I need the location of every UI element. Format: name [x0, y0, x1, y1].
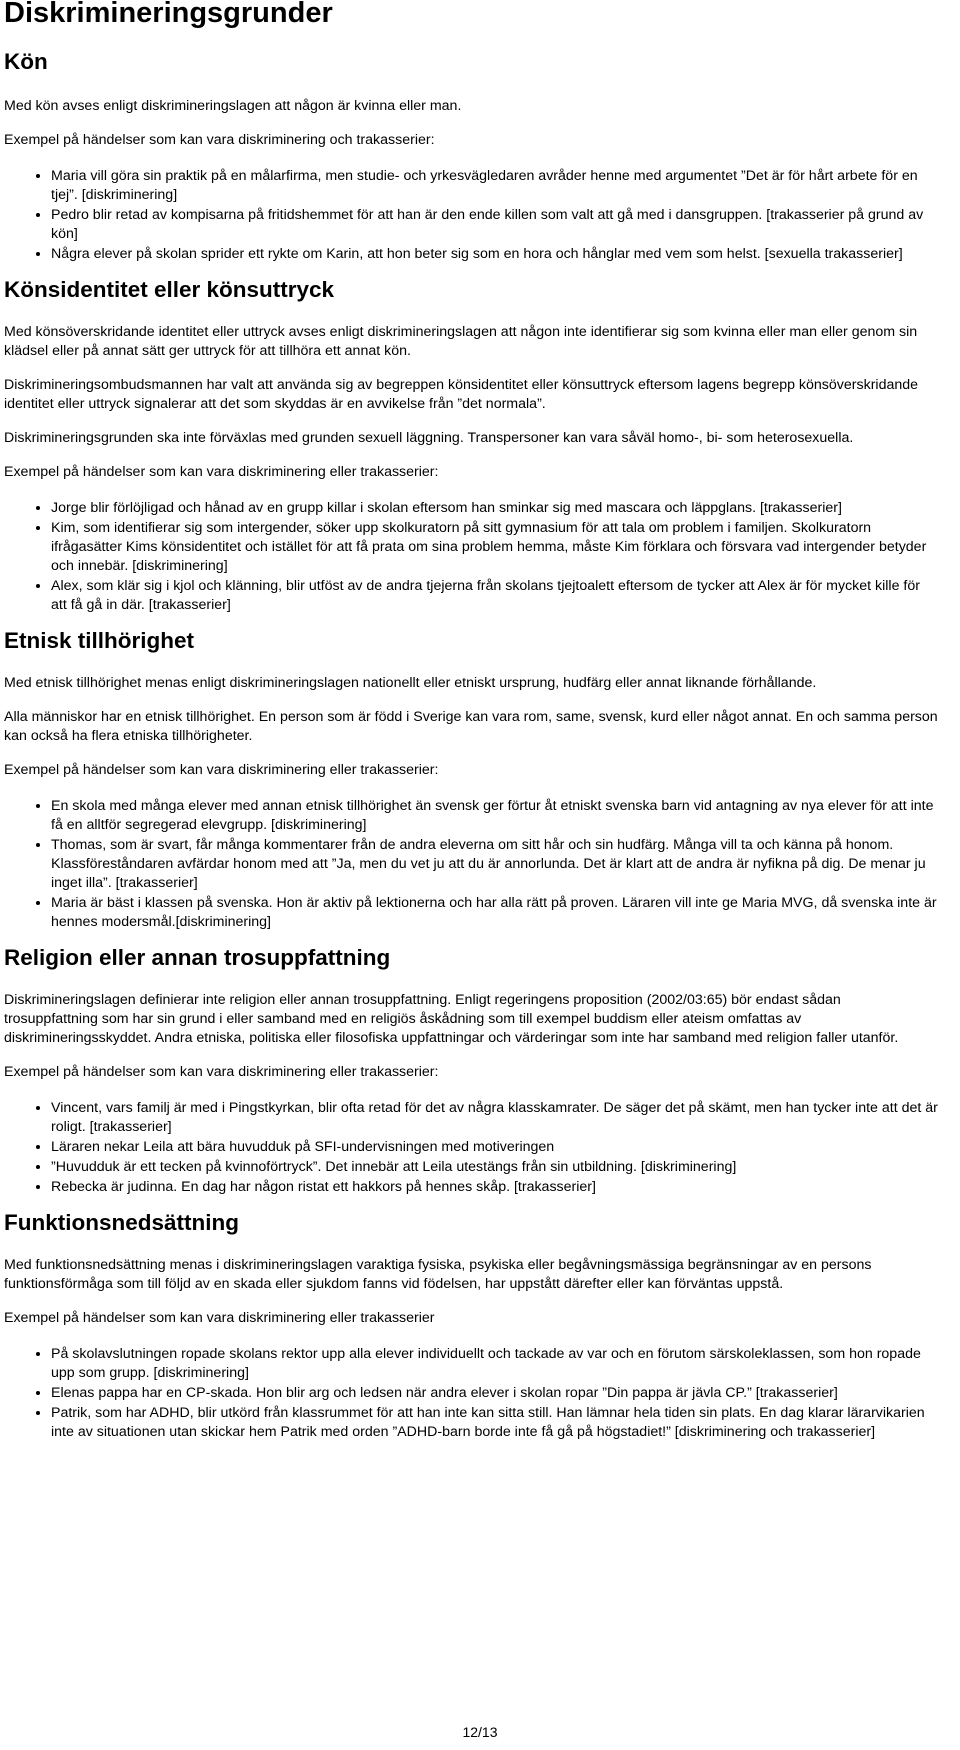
- list-item: • Pedro blir retad av kompisarna på fritidshemmet för att han är den ende killen som valt att gå med i dansgruppen. [trakasserier på grund av kön]: [51, 205, 938, 244]
- paragraph: Med etnisk tillhörighet menas enligt diskrimineringslagen nationellt eller etniskt ursprung, hudfärg eller annat liknande förhållande.: [4, 675, 817, 691]
- paragraph: Med kön avses enligt diskrimineringslagen att någon är kvinna eller man.: [4, 98, 462, 114]
- paragraph: Exempel på händelser som kan vara diskriminering eller trakasserier:: [4, 464, 439, 480]
- list-item: • Alex, som klär sig i kjol och klänning, blir utföst av de andra tjejerna från skolans tjejtoalett eftersom de tycker att Alex är för mycket kille för att få gå in där. [trakasserier]: [51, 576, 938, 615]
- list-item: • En skola med många elever med annan etnisk tillhörighet än svensk ger förtur åt etniskt svenska barn vid antagning av nya elever för att inte få en alltför segregerad elevgrupp. [diskriminering]: [51, 796, 938, 835]
- page-number: 12/13: [462, 1724, 498, 1740]
- list-item: • Elenas pappa har en CP-skada. Hon blir arg och ledsen när andra elever i skolan ropar ”Din pappa är jävla CP.” [trakasserier]: [51, 1383, 938, 1403]
- list-item: • Några elever på skolan sprider ett rykte om Karin, att hon beter sig som en hora och hånglar med vem som helst. [sexuella trakasserier]: [51, 244, 938, 264]
- list-item: • Maria vill göra sin praktik på en målarfirma, men studie- och yrkesvägledaren avråder henne med argumentet ”Det är för hårt arbete för en tjej”. [diskriminering]: [51, 166, 938, 205]
- example-list: [4, 1344, 938, 1442]
- paragraph: Med könsöverskridande identitet eller uttryck avses enligt diskrimineringslagen att någon inte identifierar sig som kvinna eller man eller genom sin klädsel eller på annat sätt ger uttryck för att tillhöra ett annat kön.: [4, 324, 918, 359]
- paragraph: Exempel på händelser som kan vara diskriminering eller trakasserier:: [4, 1064, 439, 1080]
- section-heading-religion: Religion eller annan trosuppfattning: [4, 945, 391, 970]
- paragraph: Diskrimineringsgrunden ska inte förväxlas med grunden sexuell läggning. Transpersoner kan vara såväl homo-, bi- som heterosexuella.: [4, 430, 854, 446]
- section-heading-konsidentitet: Könsidentitet eller könsuttryck: [4, 277, 335, 302]
- list-item: • Kim, som identifierar sig som intergender, söker upp skolkuratorn på sitt gymnasium för att tala om problem i familjen. Skolkuratorn ifrågasätter Kims könsidentitet och istället för att få prata om sina problem hemma, måste Kim förklara och försvara vad intergender betyder och innebär. [diskriminering]: [51, 518, 938, 576]
- paragraph: Med funktionsnedsättning menas i diskrimineringslagen varaktiga fysiska, psykiska eller begåvningsmässiga begränsningar av en persons funktionsförmåga som till följd av en skada eller sjukdom fanns vid födelsen, har uppstått därefter eller kan förväntas uppstå.: [4, 1257, 872, 1292]
- paragraph: Exempel på händelser som kan vara diskriminering eller trakasserier: [4, 1310, 435, 1326]
- example-list: [4, 166, 938, 264]
- list-item: • Maria är bäst i klassen på svenska. Hon är aktiv på lektionerna och har alla rätt på proven. Läraren vill inte ge Maria MVG, då svenska inte är hennes modersmål.[diskriminering]: [51, 893, 938, 932]
- paragraph: Alla människor har en etnisk tillhörighet. En person som är född i Sverige kan vara rom, same, svensk, kurd eller något annat. En och samma person kan också ha flera etniska tillhörigheter.: [4, 709, 938, 744]
- paragraph: Diskrimineringsombudsmannen har valt att använda sig av begreppen könsidentitet eller könsuttryck eftersom lagens begrepp könsöverskridande identitet eller uttryck signalerar att det som skyddas är en avvikelse från ”det normala”.: [4, 377, 919, 412]
- list-item: • Thomas, som är svart, får många kommentarer från de andra eleverna om sitt hår och sin hudfärg. Många vill ta och känna på honom. Klassföreståndaren avfärdar honom med att ”Ja, men du vet ju att du är annorlunda. Det är klart att de andra är nyfikna på dig. De menar ju inget illa”. [trakasserier]: [51, 835, 938, 893]
- example-list: [4, 796, 938, 932]
- list-item: • Vincent, vars familj är med i Pingstkyrkan, blir ofta retad för det av några klasskamrater. De säger det på skämt, men han tycker inte att det är roligt. [trakasserier]: [51, 1098, 938, 1137]
- list-item: • På skolavslutningen ropade skolans rektor upp alla elever individuellt och tackade av var och en förutom särskoleklassen, som hon ropade upp som grupp. [diskriminering]: [51, 1344, 938, 1383]
- section-heading-etnisk: Etnisk tillhörighet: [4, 628, 195, 653]
- paragraph: Exempel på händelser som kan vara diskriminering och trakasserier:: [4, 132, 435, 148]
- list-item: • ”Huvudduk är ett tecken på kvinnoförtryck”. Det innebär att Leila utestängs från sin utbildning. [diskriminering]: [51, 1157, 938, 1177]
- paragraph: Diskrimineringslagen definierar inte religion eller annan trosuppfattning. Enligt regeringens proposition (2002/03:65) bör endast sådan trosuppfattning som har sin grund i eller samband med en religiös åskådning som till exempel buddism eller ateism omfattas av diskrimineringsskyddet. Andra etniska, politiska eller filosofiska uppfattningar och värderingar som inte har samband med religion faller utanför.: [4, 992, 899, 1046]
- list-item: • Läraren nekar Leila att bära huvudduk på SFI-undervisningen med motiveringen: [51, 1137, 938, 1157]
- list-item: • Patrik, som har ADHD, blir utkörd från klassrummet för att han inte kan sitta still. Han lämnar hela tiden sin plats. En dag klarar lärarvikarien inte av situationen utan skickar hem Patrik med orden ”ADHD-barn borde inte få gå på högstadiet!” [diskriminering och trakasserier]: [51, 1403, 938, 1442]
- section-heading-kon: Kön: [4, 49, 48, 74]
- example-list: [4, 498, 938, 615]
- paragraph: Exempel på händelser som kan vara diskriminering eller trakasserier:: [4, 762, 439, 778]
- example-list: [4, 1098, 938, 1197]
- list-item: • Rebecka är judinna. En dag har någon ristat ett hakkors på hennes skåp. [trakasserier]: [51, 1177, 938, 1197]
- page-title: Diskrimineringsgrunder: [4, 0, 333, 29]
- list-item: • Jorge blir förlöjligad och hånad av en grupp killar i skolan eftersom han sminkar sig med mascara och läppglans. [trakasserier]: [51, 498, 938, 518]
- section-heading-funktionsnedsattning: Funktionsnedsättning: [4, 1210, 239, 1235]
